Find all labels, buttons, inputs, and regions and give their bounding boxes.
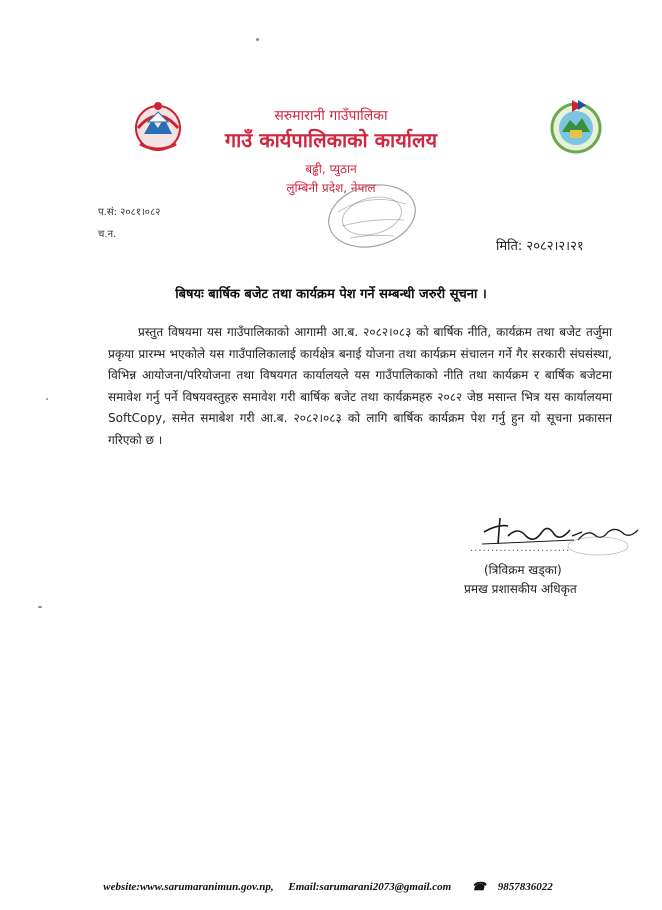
official-stamp-icon: [320, 182, 426, 252]
footer-phone-group: [466, 881, 559, 893]
footer-email[interactable]: Email:sarumarani2073@gmail.com: [288, 881, 452, 893]
signatory-name: (त्रिविक्रम खड्का): [484, 563, 562, 577]
notice-date: मिति: २०८२।२।२१: [496, 239, 584, 254]
office-name: गाउँ कार्यपालिकाको कार्यालय: [224, 128, 438, 152]
dispatch-number: च.न.: [98, 229, 117, 240]
signature-line: ........................: [470, 543, 571, 554]
office-province: लुम्बिनी प्रदेश, नेपाल: [286, 181, 376, 195]
notice-subject: बिषयः बार्षिक बजेट तथा कार्यक्रम पेश गर्ने सम्बन्धी जरुरी सूचना ।: [175, 287, 487, 302]
scan-speck: [256, 38, 259, 41]
footer-contact: [0, 880, 662, 893]
notice-body: [108, 322, 612, 451]
scan-speck: [46, 398, 48, 400]
phone-icon: ☎: [472, 881, 486, 893]
scan-speck: [38, 606, 42, 608]
notice-paragraph: प्रस्तुत विषयमा यस गाउँपालिकाको आगामी आ.ब. २०८२।०८३ को बार्षिक नीति, कार्यक्रम तथा बजेट तर्जुमा प्रकृया प्रारम्भ भएकोले यस गाउँपालिकालाई कार्यक्षेत्र बनाई योजना तथा कार्यक्रम संचालन गर्ने गैर सरकारी संघसंस्था, विभिन्न आयोजना/परियोजना तथा विषयगत कार्यालयले यस गाउँपालिकाको नीति तथा कार्यक्रम र बार्षिक बजेटमा समावेश गर्नु पर्ने विषयवस्तुहरु समावेश गरी बार्षिक बजेट तथा कार्यक्रमहरु २०८२ जेष्ठ मसान्त भित्र यस कार्यालयमा SoftCopy, समेत समाबेश गरी आ.ब. २०८२।०८३ को लागि बार्षिक कार्यक्रम पेश गर्नु हुन यो सूचना प्रकासन गरिएको छ ।: [108, 325, 612, 447]
municipality-name: सरुमारानी गाउँपालिका: [274, 108, 388, 124]
signatory-title: प्रमख प्रशासकीय अधिकृत: [464, 582, 577, 596]
reference-number: प.सं: २०८१।०८२: [98, 207, 161, 218]
footer-website[interactable]: website:www.sarumaranimun.gov.np,: [103, 881, 274, 893]
office-location: बढ्ढी, प्युठान: [305, 162, 357, 176]
footer-phone: 9857836022: [497, 881, 553, 893]
